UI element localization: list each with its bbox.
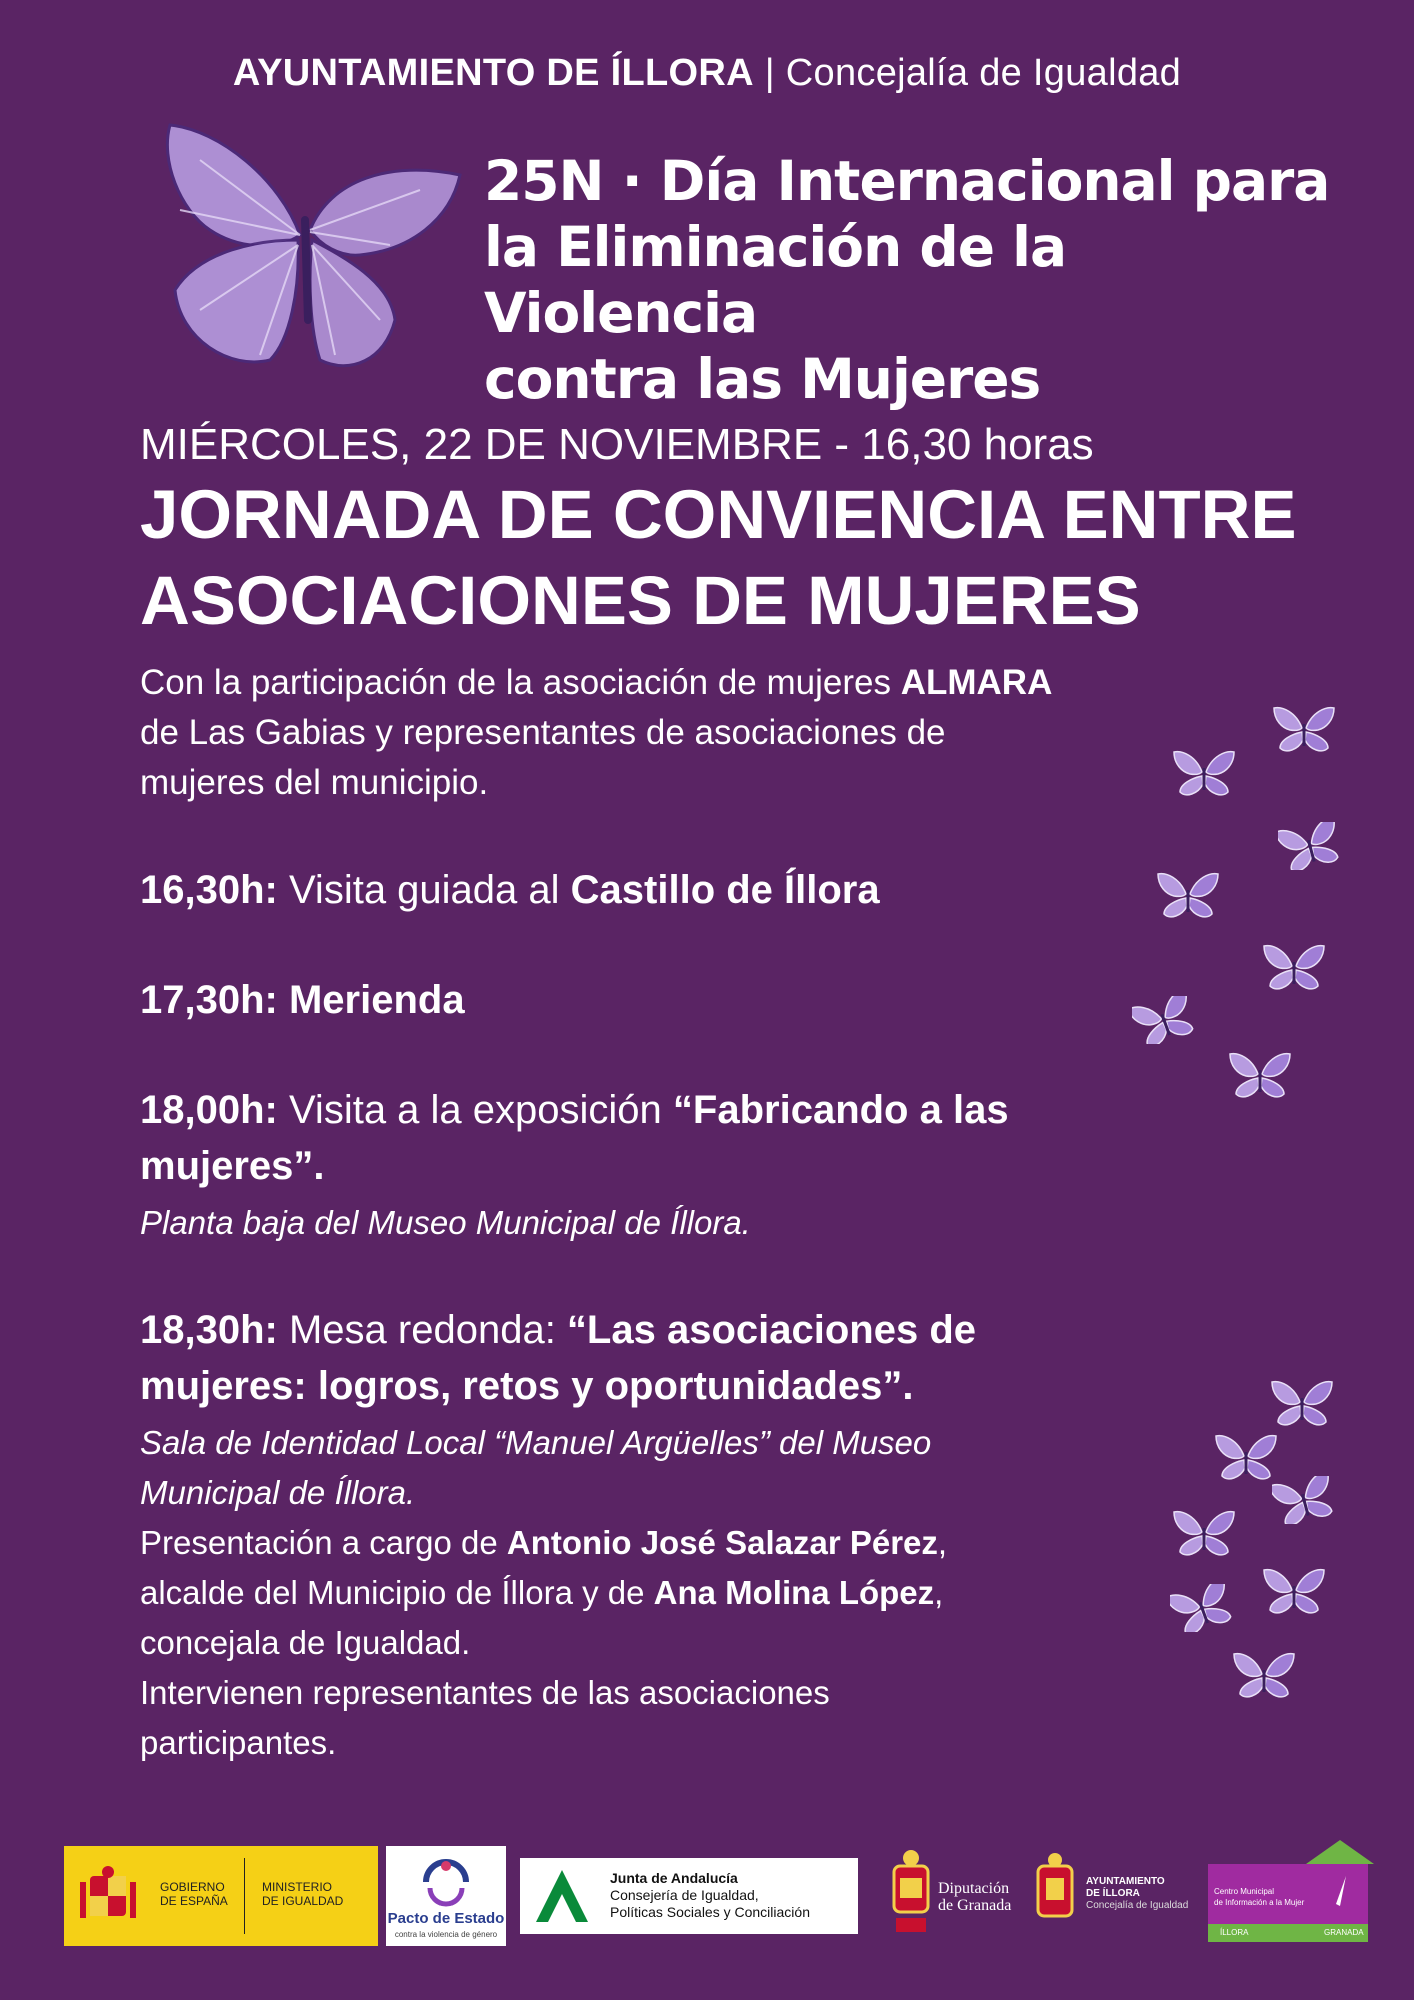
logo-text: de Granada [938,1897,1012,1914]
logo-text: Diputación [938,1880,1010,1897]
text: alcalde del Municipio de Íllora y de [140,1574,654,1611]
logo-text: GOBIERNO [160,1880,225,1894]
intro-line-2: de Las Gabias y representantes de asociaciones de [140,713,946,752]
butterfly-icon [1228,1052,1294,1100]
logo-text: contra la violencia de género [394,1930,498,1939]
shield-icon [1030,1850,1080,1940]
event-title [484,148,1344,412]
logo-text: Concejalía de Igualdad [1086,1900,1189,1911]
logo-text: Centro Municipal [1214,1887,1275,1896]
logo-text: DE ÍLLORA [1086,1888,1140,1899]
butterfly-icon [1132,996,1198,1044]
councillor-name: Ana Molina López [653,1574,935,1611]
butterfly-icon [1156,872,1222,920]
schedule-item-4-place [140,1418,1130,1518]
butterfly-icon [1232,1652,1298,1700]
text: , [934,1574,944,1611]
place-line-1: Sala de Identidad Local “Manuel Argüelles” del Museo [140,1424,932,1461]
header-line [0,52,1414,95]
butterfly-icon [1262,944,1328,992]
activity-place: Castillo de Íllora [570,868,880,912]
ayuntamiento-illora-logo [1030,1846,1190,1946]
butterfly-icon [1262,1568,1328,1616]
schedule-item-2 [140,972,1130,1028]
text: Presentación a cargo de [140,1524,507,1561]
pacto-estado-logo [386,1846,506,1946]
time: 16,30h: [140,868,278,912]
schedule-item-3-place: Planta baja del Museo Municipal de Íllora. [140,1204,751,1241]
butterfly-icon [1278,822,1344,870]
diputacion-granada-logo [886,1846,1016,1946]
text: concejala de Igualdad. [140,1624,471,1661]
intro-line-3: mujeres del municipio. [140,763,489,802]
junta-a-icon [532,1868,592,1924]
activity: Mesa redonda: [277,1308,567,1352]
butterfly-icon [1272,1476,1338,1524]
header-separator: | [753,52,786,94]
event-date: MIÉRCOLES, 22 DE NOVIEMBRE - 16,30 horas [140,420,1094,469]
centro-mujer-logo [1206,1836,1382,1948]
exhibition-title: “Fabricando a las [672,1088,1009,1132]
logo-text: Pacto de Estado [387,1910,505,1927]
title-line-3: contra las Mujeres [484,347,1041,411]
exhibition-title-cont: mujeres”. [140,1144,325,1188]
pacto-icon [416,1852,476,1908]
association-name: ALMARA [900,663,1053,702]
intro-text: Con la participación de la asociación de mujeres [140,663,901,702]
intro-paragraph [140,658,1130,808]
schedule-item-4 [140,1302,1130,1414]
schedule-item-1 [140,862,1130,918]
title-line-1: 25N · Día Internacional para [484,149,1330,213]
place-line-2: Municipal de Íllora. [140,1474,416,1511]
text: , [937,1524,948,1561]
time: 18,00h: [140,1088,278,1132]
butterfly-icon [1270,1380,1336,1428]
text: Intervienen representantes de las asociaciones [140,1674,830,1711]
event-headline [140,472,1380,644]
headline-line-2: ASOCIACIONES DE MUJERES [140,562,1141,639]
time: 18,30h: [140,1308,278,1352]
coat-of-arms-icon [78,1862,138,1930]
roundtable-title-cont: mujeres: logros, retos y oportunidades”. [140,1364,914,1408]
org-name: AYUNTAMIENTO DE ÍLLORA [232,52,754,94]
shield-icon [886,1848,936,1938]
logo-text: AYUNTAMIENTO [1086,1876,1165,1887]
gobierno-espana-logo [64,1846,378,1946]
title-line-2: la Eliminación de la Violencia [484,215,1067,345]
activity: Visita guiada al [277,868,571,912]
butterfly-icon [1170,1584,1236,1632]
butterfly-icon [1214,1434,1280,1482]
mayor-name: Antonio José Salazar Pérez [506,1524,938,1561]
logo-text: Políticas Sociales y Conciliación [610,1904,810,1920]
logo-text: GRANADA [1324,1928,1364,1937]
text: participantes. [140,1724,337,1761]
presentation-paragraph [140,1518,1130,1768]
logo-text: DE ESPAÑA [160,1894,228,1908]
logo-text: MINISTERIO [262,1880,333,1894]
time-activity: 17,30h: Merienda [140,978,465,1022]
logo-text: ÍLLORA [1220,1928,1249,1937]
logo-text: Consejería de Igualdad, [610,1887,759,1903]
logo-text: DE IGUALDAD [262,1894,344,1908]
butterfly-illustration [160,120,465,380]
headline-line-1: JORNADA DE CONVIENCIA ENTRE [140,476,1297,553]
butterfly-icon [1172,1510,1238,1558]
junta-andalucia-logo [520,1858,858,1934]
butterfly-icon [1272,706,1338,754]
schedule-item-3 [140,1082,1130,1194]
roundtable-title: “Las asociaciones de [566,1308,977,1352]
butterfly-icon [1172,750,1238,798]
dept-name: Concejalía de Igualdad [785,52,1182,94]
logo-text: Junta de Andalucía [610,1870,738,1886]
logo-text: de Información a la Mujer [1214,1898,1305,1907]
activity: Visita a la exposición [277,1088,673,1132]
